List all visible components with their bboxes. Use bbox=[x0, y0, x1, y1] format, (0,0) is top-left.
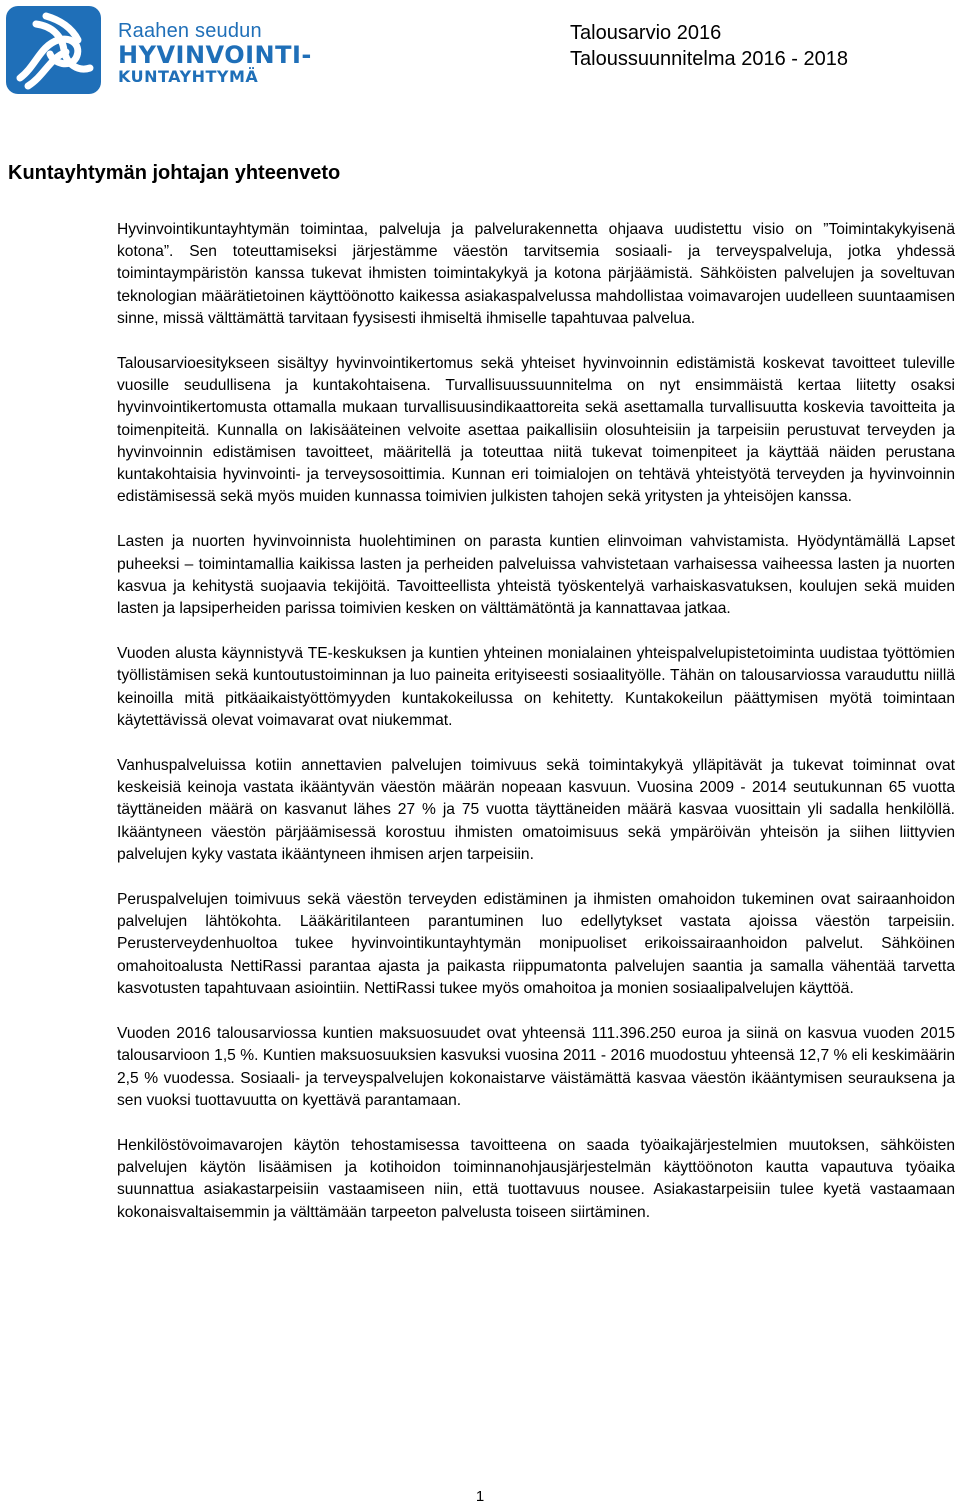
body-text bbox=[117, 219, 955, 1247]
document-title bbox=[570, 20, 848, 72]
knot-logo-icon bbox=[6, 6, 101, 94]
paragraph: Peruspalvelujen toimivuus sekä väestön terveyden edistäminen ja ihmisten omahoidon tukeminen ovat sairaanhoidon palvelujen lähtökohta. Lääkäritilanteen parantuminen luo edellytykset vastata ajoissa väestön tarpeisiin. Perusterveydenhuoltoa tukee hyvinvointikuntayhtymän monipuoliset erikoissairaanhoidon palvelut. Sähköinen omahoitoalusta NettiRassi parantaa ajasta ja paikasta riippumatonta palvelujen saantia ja samalla vähentää tarvetta kasvotusten tapahtuvaan asiointiin. NettiRassi tukee myös omahoitoa ja monien sosiaalipalvelujen käyttöä. bbox=[117, 891, 955, 997]
page-number: 1 bbox=[475, 1488, 485, 1505]
paragraph: Talousarvioesitykseen sisältyy hyvinvointikertomus sekä yhteiset hyvinvoinnin edistämistä koskevat tavoitteet tuleville vuosille seudullisena ja kuntakohtaisena. Turvallisuussuunnitelma on nyt ensimmäistä kertaa liitetty osaksi hyvinvointikertomusta ottamalla mukaan turvallisuusindikaattoreita sekä asettamalla turvallisuutta koskevia tavoitteita ja toimenpiteitä. Kunnalla on lakisääteinen velvoite asettaa paikallisiin olosuhteisiin ja tarpeisiin perustuvat terveyden ja hyvinvoinnin edistämisen tavoitteet, määritellä ja toteuttaa niitä tukevat toimenpiteet ja käyttää näiden perustana kuntakohtaisia hyvinvointi- ja terveysosoittimia. Kunnan eri toimialojen on tehtävä yhteistyötä terveyden ja hyvinvoinnin edistämisessä sekä myös muiden kunnassa toimivien julkisten tahojen sekä yritysten ja yhteisöjen kanssa. bbox=[117, 355, 955, 506]
section-heading: Kuntayhtymän johtajan yhteenveto bbox=[8, 162, 341, 184]
paragraph: Hyvinvointikuntayhtymän toimintaa, palveluja ja palvelurakennetta ohjaava uudistettu visio on ”Toimintakykyisenä kotona”. Sen toteuttamiseksi järjestämme väestön tarvitsemia sosiaali- ja terveyspalveluja, jotka yhdessä toimintaympäristön kanssa tukevat ihmisten toimintakykyä ja kotona pärjäämistä. Sähköisten palvelujen ja soveltuvan teknologian määrätietoinen käyttöönotto kaikessa asiakaspalvelussa mahdollistaa voimavarojen uudelleen suuntaamisen sinne, missä välttämättä tarvitaan fyysisesti ihmiseltä ihmiselle tapahtuvaa palvelua. bbox=[117, 221, 955, 327]
document-title-line-1: Talousarvio 2016 bbox=[570, 22, 722, 44]
paragraph: Vuoden alusta käynnistyvä TE-keskuksen ja kuntien yhteinen monialainen yhteispalvelupistetoiminta uudistaa työttömien työllistämisen sekä kuntoutustoiminnan ja luo paineita erityiseesti sosiaalityölle. Tähän on talousarviossa varauduttu niillä keinoilla mitä pitkäaikaistyöttömyyden kuntakokeilussa on kehitetty. Kuntakokeilun päättymisen myötä toimintaan käytettävissä olevat voimavarat ovat niukemmat. bbox=[117, 645, 955, 729]
logo-line-2: HYVINVOINTI- bbox=[118, 41, 312, 69]
logo-line-1: Raahen seudun bbox=[118, 20, 262, 42]
logo-text bbox=[118, 20, 312, 86]
paragraph: Vanhuspalveluissa kotiin annettavien palvelujen toimivuus sekä toimintakykyä ylläpitävät ja tukevat toiminnat ovat keskeisiä keinoja vastata ikääntyvän väestön määrän nopeaan kasvuun. Vuosina 2009 - 2014 seutukunnan 65 vuotta täyttäneiden määrä on kasvanut lähes 27 % ja 75 vuotta täyttäneiden määrä kasvaa vuosittain yli sadalla henkilöllä. Ikääntyneen väestön pärjäämisessä korostuu ihmisten omatoimisuus sekä ympäröivän yhteisön ja siihen liittyvien palvelujen kyky vastata ikääntyneen ihmisen arjen tarpeisiin. bbox=[117, 757, 955, 863]
page-header bbox=[0, 0, 960, 110]
paragraph: Lasten ja nuorten hyvinvoinnista huolehtiminen on parasta kuntien elinvoiman vahvistamista. Hyödyntämällä Lapset puheeksi – toimintamallia kaikissa lasten ja perheiden palveluissa vahvistetaan varhaisessa vaiheessa lasten ja nuorten kasvua ja kehitystä suojaavia tekijöitä. Tavoitteellista yhteistä työskentelyä varhaiskasvatuksen, koulujen sekä muiden lasten ja lapsiperheiden parissa toimivien kesken on välttämätöntä ja kannattavaa jatkaa. bbox=[117, 533, 955, 618]
paragraph: Vuoden 2016 talousarviossa kuntien maksuosuudet ovat yhteensä 111.396.250 euroa ja siinä on kasvua vuoden 2015 talousarvioon 1,5 %. Kuntien maksuosuuksien kasvuksi vuosina 2011 - 2016 muodostuu yhteensä 12,7 % eli keskimäärin 2,5 % vuodessa. Sosiaali- ja terveyspalvelujen kokonaistarve väistämättä kasvaa väestön ikääntymisen seurauksena ja sen vuoksi tuottavuutta on kyettävä parantamaan. bbox=[117, 1025, 955, 1109]
logo-line-3: KUNTAYHTYMÄ bbox=[118, 67, 259, 86]
paragraph: Henkilöstövoimavarojen käytön tehostamisessa tavoitteena on saada työaikajärjestelmien muutoksen, sähköisten palvelujen käytön lisäämisen ja kotihoidon toiminnanohjausjärjestelmän käyttöönoton kautta vapautuva työaika suunnattua asiakastarpeisiin vastaamiseen niin, että tuottavuus nousee. Asiakastarpeisiin tulee kyetä vastaamaan kokonaisvaltaisemmin ja välttämään tarpeeton palvelusta toiseen siirtäminen. bbox=[117, 1136, 955, 1221]
document-title-line-2: Taloussuunnitelma 2016 - 2018 bbox=[570, 48, 848, 70]
